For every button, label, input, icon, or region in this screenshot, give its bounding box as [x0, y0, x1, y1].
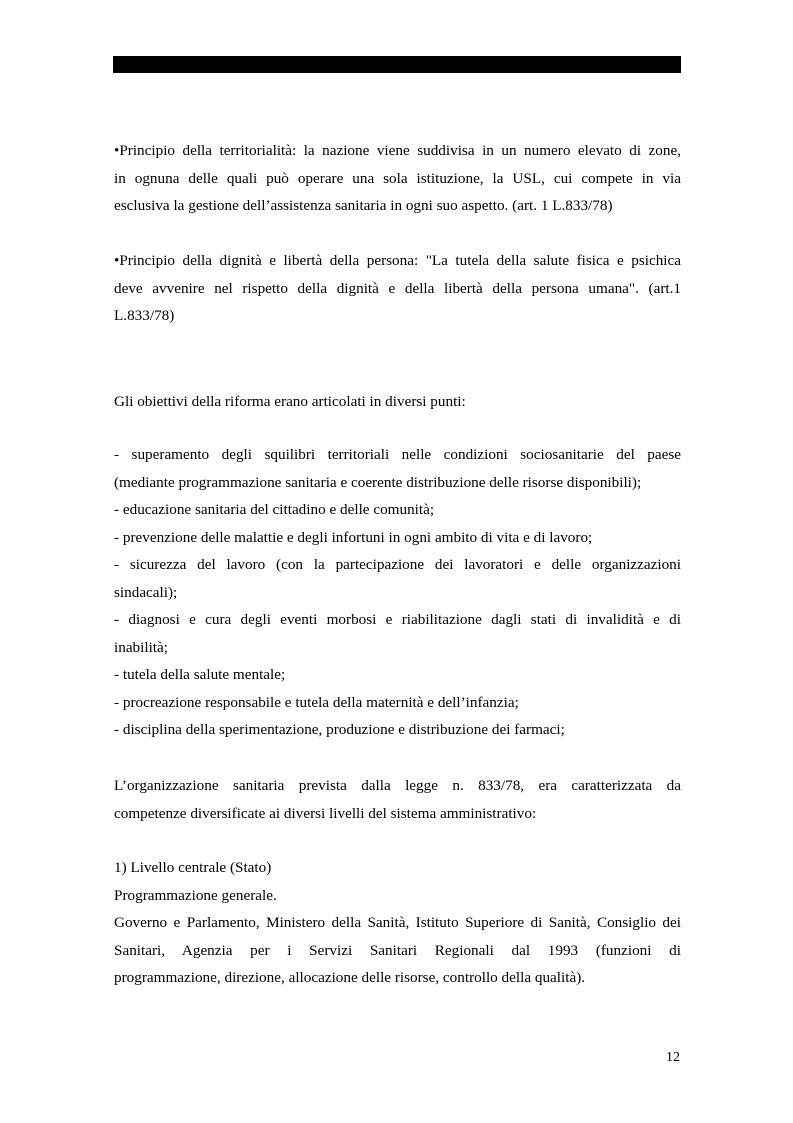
list-item: - disciplina della sperimentazione, produzione e distribuzione dei farmaci;: [114, 721, 565, 738]
text-line: deve avvenire nel rispetto della dignità e della libertà della persona umana". (art.1: [114, 279, 681, 297]
list-item-continuation: (mediante programmazione sanitaria e coerente distribuzione delle risorse disponibili);: [114, 473, 642, 491]
paragraph-dignity: [114, 247, 681, 330]
text-line: Programmazione generale.: [114, 886, 277, 904]
page-number: 12: [666, 1050, 680, 1065]
header-rule: [113, 56, 681, 73]
text-line: Gli obiettivi della riforma erano articolati in diversi punti:: [114, 393, 466, 410]
paragraph-territoriality: [114, 137, 681, 220]
text-line: L.833/78): [114, 307, 175, 324]
paragraph-central-level: [114, 854, 681, 992]
text-line: Governo e Parlamento, Ministero della Sanità, Istituto Superiore di Sanità, Consiglio dei: [114, 914, 681, 931]
list-item-continuation: inabilità;: [114, 638, 168, 656]
list-item: - superamento degli squilibri territoriali nelle condizioni sociosanitarie del paese: [114, 446, 681, 463]
objectives-list: [114, 441, 681, 744]
text-line: L’organizzazione sanitaria prevista dalla legge n. 833/78, era caratterizzata da: [114, 777, 681, 794]
list-item-continuation: sindacali);: [114, 583, 178, 601]
list-item: - educazione sanitaria del cittadino e delle comunità;: [114, 501, 435, 518]
text-line: programmazione, direzione, allocazione delle risorse, controllo della qualità).: [114, 969, 586, 986]
list-item: - prevenzione delle malattie e degli infortuni in ogni ambito di vita e di lavoro;: [114, 528, 593, 546]
text-line: •Principio della territorialità: la nazione viene suddivisa in un numero elevato di zone,: [114, 142, 681, 159]
text-line: competenze diversificate ai diversi livelli del sistema amministrativo:: [114, 804, 537, 822]
list-item: - sicurezza del lavoro (con la partecipazione dei lavoratori e delle organizzazioni: [114, 556, 681, 573]
paragraph-organization: [114, 772, 681, 827]
text-line: •Principio della dignità e libertà della persona: "La tutela della salute fisica e psichica: [114, 252, 681, 269]
section-heading: 1) Livello centrale (Stato): [114, 859, 272, 876]
list-item: - tutela della salute mentale;: [114, 666, 286, 683]
text-line: in ognuna delle quali può operare una sola istituzione, la USL, cui compete in via: [114, 169, 681, 187]
text-line: esclusiva la gestione dell’assistenza sanitaria in ogni suo aspetto. (art. 1 L.833/78): [114, 197, 613, 214]
text-line: Sanitari, Agenzia per i Servizi Sanitari Regionali dal 1993 (funzioni di: [114, 941, 681, 959]
list-item: - procreazione responsabile e tutela della maternità e dell’infanzia;: [114, 693, 519, 711]
list-item: - diagnosi e cura degli eventi morbosi e riabilitazione dagli stati di invalidità e di: [114, 611, 681, 628]
paragraph-objectives-intro: [114, 388, 681, 416]
